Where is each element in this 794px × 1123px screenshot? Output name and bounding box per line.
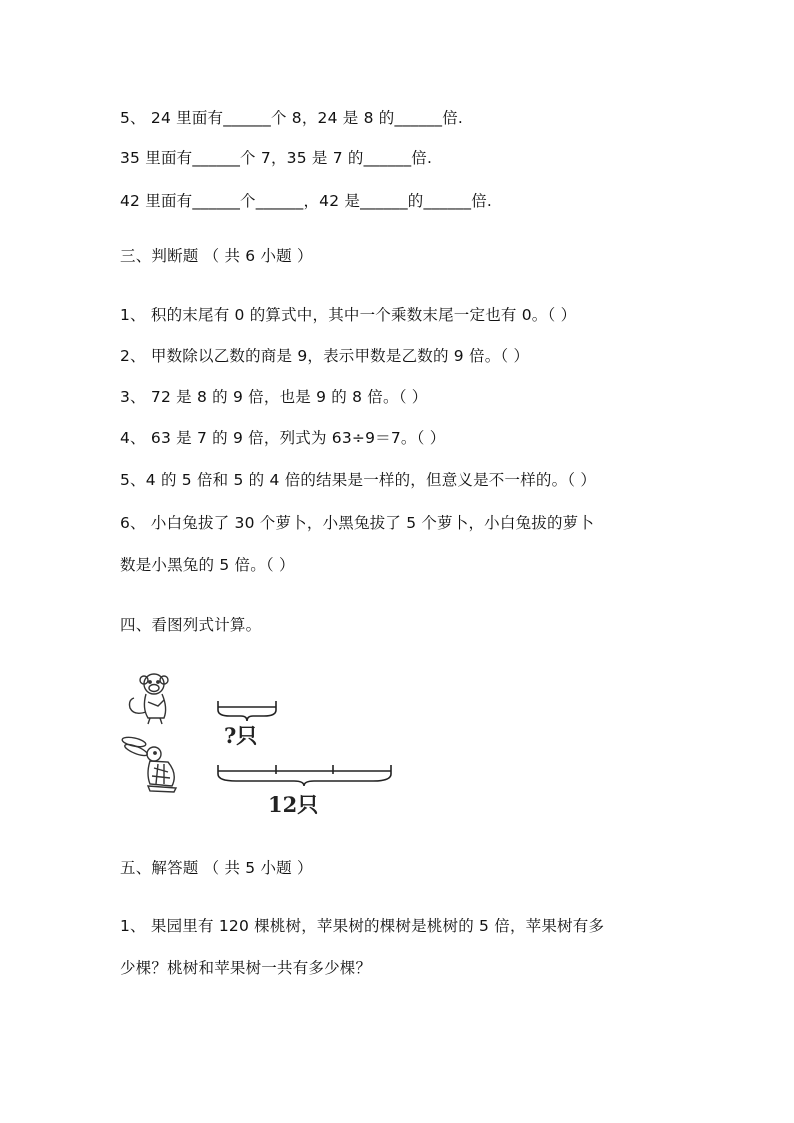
judgement-item-2: 2、 甲数除以乙数的商是 9，表示甲数是乙数的 9 倍。（ ） (120, 347, 530, 365)
picture-problem-figure (118, 668, 408, 828)
word-problem-1-line1: 1、 果园里有 120 棵桃树，苹果树的棵树是桃树的 5 倍，苹果树有多 (120, 917, 605, 935)
judgement-item-1: 1、 积的末尾有 0 的算式中，其中一个乘数末尾一定也有 0。（ ） (120, 306, 577, 324)
section-heading-judgement: 三、判断题 （ 共 6 小题 ） (120, 247, 313, 265)
bottom-brace (218, 774, 391, 786)
judgement-item-4: 4、 63 是 7 的 9 倍，列式为 63÷9＝7。（ ） (120, 429, 446, 447)
fill-blank-q5-line3: 42 里面有______个______，42 是______的______倍. (120, 192, 493, 210)
bar-diagram (118, 668, 408, 828)
top-quantity-label: ?只 (224, 723, 258, 748)
section-heading-picture-calc: 四、看图列式计算。 (120, 616, 262, 634)
judgement-item-6: 6、 小白兔拔了 30 个萝卜，小黑兔拔了 5 个萝卜，小白兔拔的萝卜 (120, 514, 595, 532)
section-heading-word-problems: 五、解答题 （ 共 5 小题 ） (120, 859, 313, 877)
fill-blank-q5-line1: 5、 24 里面有______个 8，24 是 8 的______倍. (120, 109, 464, 127)
fill-blank-q5-line2: 35 里面有______个 7，35 是 7 的______倍. (120, 149, 433, 167)
word-problem-1-line2: 少棵？桃树和苹果树一共有多少棵？ (120, 959, 372, 977)
judgement-item-5: 5、4 的 5 倍和 5 的 4 倍的结果是一样的，但意义是不一样的。（ ） (120, 471, 597, 489)
judgement-item-3: 3、 72 是 8 的 9 倍，也是 9 的 8 倍。（ ） (120, 388, 428, 406)
bottom-quantity-label: 12只 (268, 792, 319, 817)
judgement-item-6-continued: 数是小黑兔的 5 倍。（ ） (120, 556, 295, 574)
